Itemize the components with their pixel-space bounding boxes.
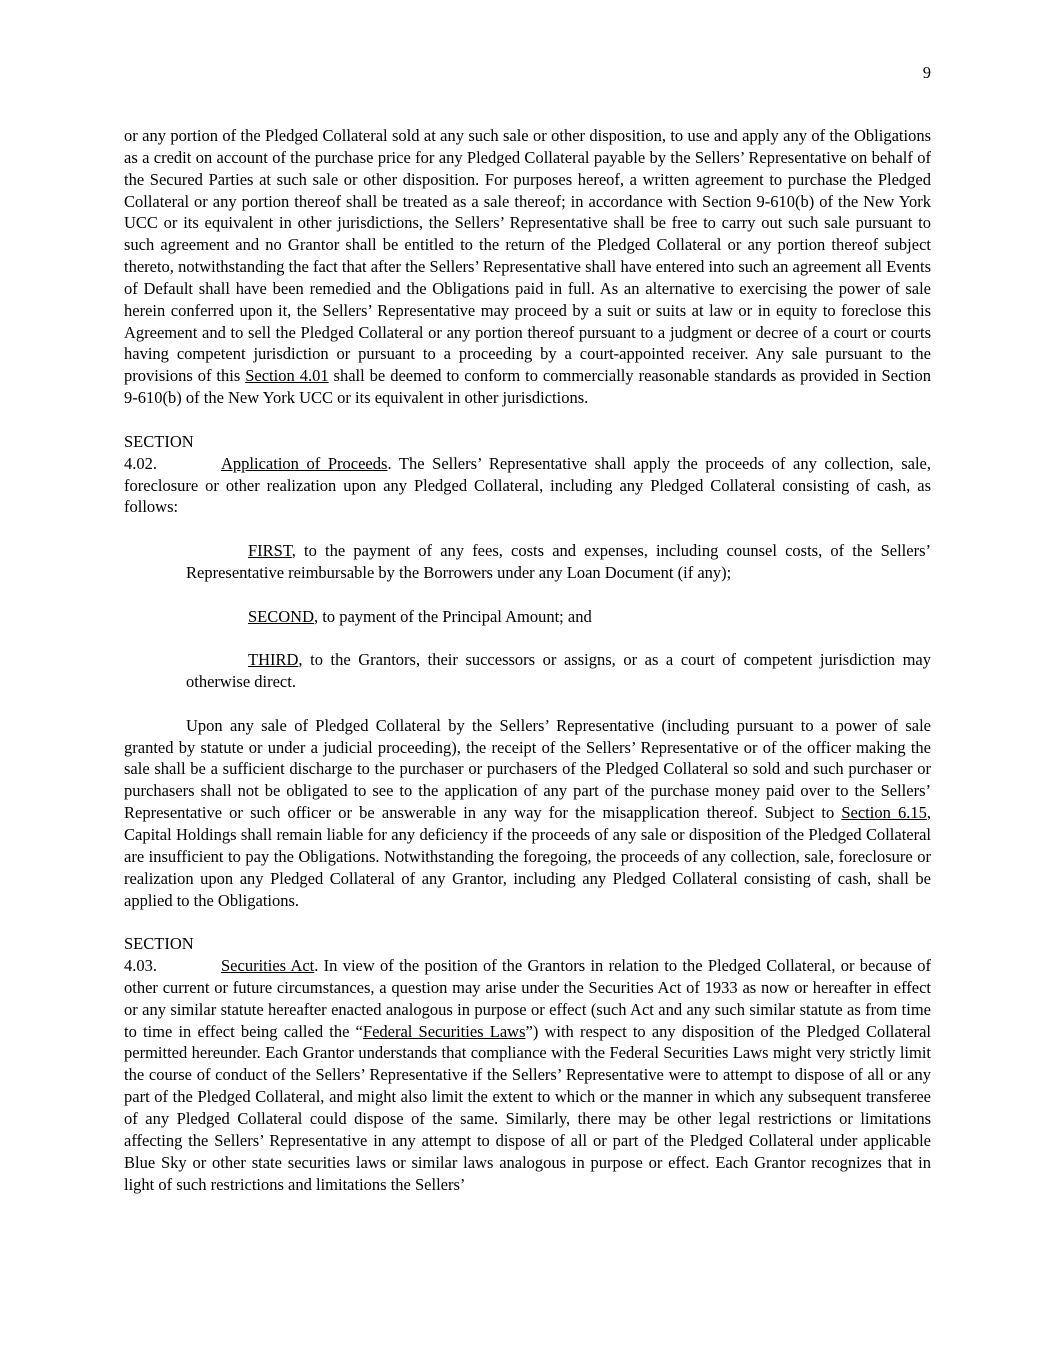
paragraph-text: . In view of the position of the Grantors in relation to the Pledged Collateral, or because of other current or future circumstances, a question may arise under the Securities Act of 1933 as now or hereafter in effect or any similar statute hereafter enacted analogous in purpose or effect (such Act and any such similar statute as from time to time in effect being called the “ — [124, 956, 931, 1041]
section-number: SECTION 4.03. — [124, 934, 194, 976]
paragraph-text: shall be deemed to conform to commercially reasonable standards as provided in Section 9-610(b) of the New York UCC or its equivalent in other jurisdictions. — [124, 366, 932, 408]
section-4-02 — [124, 431, 931, 518]
list-label: SECOND — [248, 606, 315, 626]
paragraph-text: ”) with respect to any disposition of the Pledged Collateral permitted hereunder. Each Grantor understands that compliance with the Federal Securities Laws might very strictly limit the course of conduct of the Sellers’ Representative if the Sellers’ Representative were to attempt to dispose of all or any part of the Pledged Collateral, and might also limit the extent to which or the manner in which any subsequent transferee of any Pledged Collateral could dispose of the same. Similarly, there may be other legal restrictions or limitations affecting the Sellers’ Representative in any attempt to dispose of all or part of the Pledged Collateral under applicable Blue Sky or other state securities laws or similar laws analogous in purpose or effect. Each Grantor recognizes that in light of such restrictions and limitations the Sellers’ — [124, 1021, 932, 1194]
cross-reference-section-6-15: Section 6.15 — [841, 803, 927, 823]
page-number: 9 — [922, 63, 931, 82]
paragraph-text: . The Sellers’ Representative shall apply the proceeds of any collection, sale, foreclosure or other realization upon any Pledged Collateral, including any Pledged Collateral consisting of cash, as follows: — [124, 453, 931, 517]
list-text: , to the Grantors, their successors or assigns, or as a court of competent jurisdiction may otherwise direct. — [186, 650, 931, 692]
section-4-03 — [124, 933, 931, 1195]
section-title: Application of Proceeds — [221, 453, 388, 473]
list-label: THIRD — [248, 650, 299, 670]
paragraph-continuation — [124, 125, 931, 409]
list-label: FIRST — [248, 541, 292, 561]
paragraph-text: or any portion of the Pledged Collateral sold at any such sale or other disposition, to use and apply any of the Obligations as a credit on account of the purchase price for any Pledged Collateral payable by the Sellers’ Representative on behalf of the Secured Parties at such sale or other disposition. For purposes hereof, a written agreement to purchase the Pledged Collateral or any portion thereof shall be treated as a sale thereof; in accordance with Section 9-610(b) of the New York UCC or its equivalent in other jurisdictions, the Sellers’ Representative shall be free to carry out such sale pursuant to such agreement and no Grantor shall be entitled to the return of the Pledged Collateral or any portion thereof subject thereto, notwithstanding the fact that after the Sellers’ Representative shall have entered into such an agreement all Events of Default shall have been remedied and the Obligations paid in full. As an alternative to exercising the power of sale herein conferred upon it, the Sellers’ Representative may proceed by a suit or suits at law or in equity to foreclose this Agreement and to sell the Pledged Collateral or any portion thereof pursuant to a judgment or decree of a court or courts having competent jurisdiction or pursuant to a proceeding by a court-appointed receiver. Any sale pursuant to the provisions of this — [124, 126, 931, 386]
list-text: , to the payment of any fees, costs and expenses, including counsel costs, of the Sellers’ Representative reimbursable by the Borrowers under any Loan Document (if any); — [186, 541, 931, 582]
list-item-second — [186, 606, 931, 628]
cross-reference-section-4-01: Section 4.01 — [245, 366, 329, 386]
list-item-first — [186, 540, 931, 584]
section-number: SECTION 4.02. — [124, 431, 194, 473]
section-title: Securities Act — [221, 956, 315, 976]
document-body — [124, 125, 931, 1217]
paragraph-upon-sale — [124, 715, 931, 912]
paragraph-text: , Capital Holdings shall remain liable for any deficiency if the proceeds of any sale or disposition of the Pledged Collateral are insufficient to pay the Obligations. Notwithstanding the foregoing, the proceeds of any collection, sale, foreclosure or realization upon any Pledged Collateral of any Grantor, including any Pledged Collateral consisting of cash, shall be applied to the Obligations. — [124, 803, 931, 910]
defined-term: Federal Securities Laws — [362, 1021, 526, 1041]
list-text: , to payment of the Principal Amount; and — [314, 606, 592, 626]
list-item-third — [186, 649, 931, 693]
paragraph-text: Upon any sale of Pledged Collateral by the Sellers’ Representative (including pursuant to a power of sale granted by statute or under a judicial proceeding), the receipt of the Sellers’ Representative or of the officer making the sale shall be a sufficient discharge to the purchaser or purchasers of the Pledged Collateral so sold and such purchaser or purchasers shall not be obligated to see to the application of any part of the purchase money paid over to the Sellers’ Representative or such officer or be answerable in any way for the misapplication thereof. Subject to — [124, 715, 931, 823]
